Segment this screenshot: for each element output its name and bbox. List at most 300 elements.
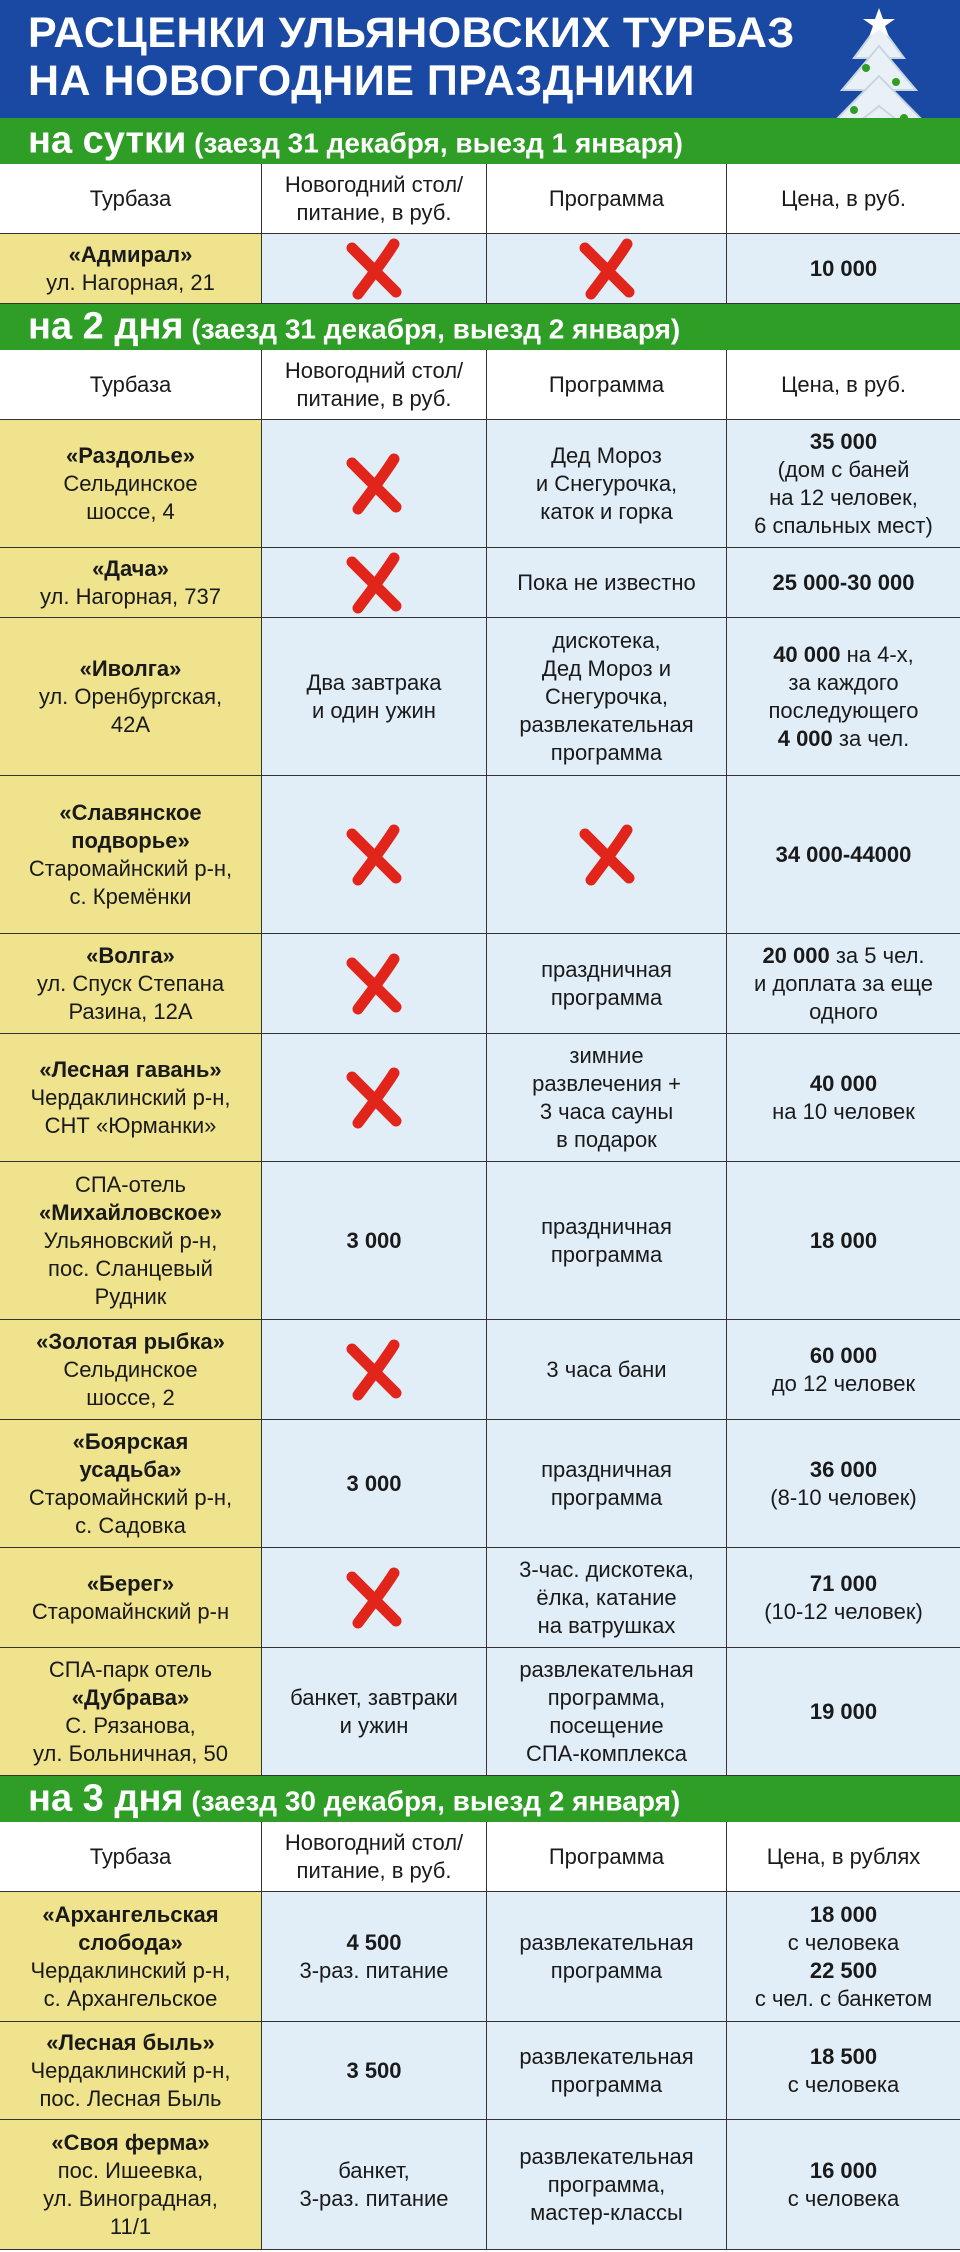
turbaza-address: с. Кремёнки: [69, 883, 192, 909]
text-line: Дед Мороз: [551, 442, 662, 468]
header-price: [727, 164, 960, 233]
price-text: [810, 255, 877, 283]
text-line: Два завтрака: [306, 669, 442, 695]
turbaza-address: ул. Виноградная,: [43, 2185, 218, 2211]
table-row: [0, 618, 960, 776]
turbaza-cell: [0, 234, 262, 303]
price-text: [754, 942, 933, 1026]
food-cell: [262, 1420, 487, 1547]
program-cell-text: [541, 1456, 672, 1512]
text-line: банкет, завтраки: [290, 1684, 458, 1710]
text-line: развлечения +: [532, 1070, 681, 1096]
price-note: и доплата за еще: [754, 970, 933, 996]
food-cell-text: [346, 1227, 401, 1255]
price-line: [769, 725, 919, 753]
turbaza-address: Разина, 12А: [68, 998, 193, 1024]
program-cell-text: [532, 1042, 681, 1154]
price-value: 18 000: [809, 1227, 878, 1253]
text-line: развлекательная: [519, 1929, 694, 1955]
section-duration: на 3 дня: [28, 1777, 184, 1820]
price-text: [764, 1570, 923, 1626]
section-dates: (заезд 31 декабря, выезд 2 января): [183, 313, 681, 345]
food-cell: [262, 776, 487, 933]
text-line: программа: [550, 1484, 663, 1510]
turbaza-cell: [0, 1034, 262, 1161]
turbaza-address: Старомайнский р-н,: [28, 1484, 233, 1510]
turbaza-address: Сельдинское: [63, 470, 198, 496]
program-cell: [487, 1548, 727, 1647]
food-cell: [262, 1034, 487, 1161]
turbaza-cell: [0, 1648, 262, 1775]
price-cell: [727, 548, 960, 617]
turbaza-cell: [0, 1548, 262, 1647]
turbaza-text: [31, 1901, 231, 2013]
price-cell: [727, 234, 960, 303]
text-line: и ужин: [339, 1712, 409, 1738]
title-line-2: НА НОВОГОДНИЕ ПРАЗДНИКИ: [28, 57, 695, 105]
header-label: Новогодний стол/: [284, 357, 464, 383]
header-label: Турбаза: [89, 371, 172, 397]
text-line: СПА-комплекса: [525, 1740, 687, 1766]
header-price: [727, 1822, 960, 1891]
header-label: питание, в руб.: [296, 1857, 452, 1883]
turbaza-cell: [0, 776, 262, 933]
turbaza-text: [33, 1656, 228, 1768]
price-value: 35 000: [809, 428, 878, 454]
price-line: [754, 942, 933, 970]
price-cell: [727, 1034, 960, 1161]
price-value: 22 500: [809, 1957, 878, 1983]
price-value: 36 000: [809, 1456, 878, 1482]
price-value: 20 000: [762, 942, 830, 968]
text-line: развлекательная: [519, 2143, 694, 2169]
turbaza-name: «Лесная гавань»: [39, 1056, 222, 1082]
turbaza-name: усадьба»: [79, 1456, 182, 1482]
text-line: Снегурочка,: [545, 683, 668, 709]
program-cell-text: [541, 1213, 672, 1269]
turbaza-text: [63, 442, 197, 526]
turbaza-text: [40, 555, 221, 611]
turbaza-cell: [0, 1892, 262, 2021]
food-cell-text: [290, 1684, 458, 1740]
cross-icon: [344, 953, 404, 1015]
text-line: Пока не известно: [517, 569, 696, 595]
text-line: 4 500: [346, 1929, 402, 1955]
header-program: [487, 1822, 727, 1891]
text-line: и один ужин: [312, 697, 436, 723]
turbaza-cell: [0, 618, 262, 775]
header-label: Новогодний стол/: [284, 171, 464, 197]
section-bar: [0, 304, 960, 350]
food-cell-text: [299, 1929, 448, 1985]
price-note: 6 спальных мест): [754, 512, 933, 538]
turbaza-address: шоссе, 2: [86, 1384, 175, 1410]
price-note: на 4-х,: [840, 641, 914, 667]
header-label: питание, в руб.: [296, 385, 452, 411]
header-label: питание, в руб.: [296, 199, 452, 225]
section-title: [28, 1778, 680, 1821]
text-line: программа: [550, 739, 663, 765]
price-text: [755, 1901, 932, 2013]
price-note: с человека: [787, 1929, 900, 1955]
food-cell: [262, 2120, 487, 2249]
table-header-row: [0, 164, 960, 234]
turbaza-address: пос. Сланцевый: [48, 1255, 213, 1281]
program-cell-text: [519, 2143, 693, 2227]
price-cell: [727, 934, 960, 1033]
table-row: [0, 234, 960, 304]
price-value: 34 000-44000: [775, 841, 912, 867]
turbaza-name: «Берег»: [86, 1570, 175, 1596]
cross-icon: [344, 824, 404, 886]
program-cell: [487, 548, 727, 617]
program-cell: [487, 1162, 727, 1319]
price-note: (дом с баней: [777, 456, 910, 482]
cross-icon: [344, 1567, 404, 1629]
program-cell: [487, 1320, 727, 1419]
section-duration: на сутки: [28, 119, 187, 162]
program-cell-text: [519, 1656, 693, 1768]
food-cell: [262, 1648, 487, 1775]
turbaza-address: Сельдинское: [63, 1356, 198, 1382]
turbaza-cell: [0, 934, 262, 1033]
turbaza-text: [32, 1570, 229, 1626]
text-line: развлекательная: [519, 711, 694, 737]
cross-icon: [344, 1339, 404, 1401]
price-note: (10-12 человек): [764, 1598, 923, 1624]
text-line: программа: [550, 1241, 663, 1267]
food-cell: [262, 1548, 487, 1647]
food-cell-text: [346, 2057, 401, 2085]
turbaza-address: Рудник: [94, 1283, 167, 1309]
header-food-text: [285, 171, 463, 227]
section-bar: [0, 1776, 960, 1822]
price-value: 18 500: [809, 2043, 878, 2069]
price-text: [788, 2157, 899, 2213]
text-line: программа: [550, 2071, 663, 2097]
price-value: 19 000: [809, 1698, 878, 1724]
text-line: 3-час. дискотека,: [519, 1556, 694, 1582]
price-cell: [727, 2022, 960, 2119]
turbaza-address: шоссе, 4: [86, 498, 175, 524]
text-line: 3 500: [346, 2057, 402, 2083]
price-note: одного: [809, 998, 878, 1024]
food-cell: [262, 934, 487, 1033]
header-food: [262, 350, 487, 419]
price-value: 25 000-30 000: [772, 569, 915, 595]
turbaza-address: ул. Нагорная, 21: [46, 269, 215, 295]
turbaza-text: [31, 2029, 231, 2113]
cross-icon: [344, 1067, 404, 1129]
program-cell-text: [519, 627, 693, 767]
price-note: с чел. с банкетом: [754, 1985, 933, 2011]
turbaza-name: «Боярская: [72, 1428, 189, 1454]
section-duration: на 2 дня: [28, 305, 184, 348]
text-line: праздничная: [541, 1213, 672, 1239]
turbaza-address: ул. Больничная, 50: [33, 1740, 228, 1766]
price-note: последующего: [768, 697, 919, 723]
price-text: [788, 2043, 899, 2099]
price-note: с человека: [787, 2185, 900, 2211]
turbaza-address: ул. Оренбургская,: [38, 683, 223, 709]
turbaza-address: ул. Нагорная, 737: [40, 583, 221, 609]
table-row: [0, 776, 960, 934]
price-cell: [727, 1548, 960, 1647]
table-row: [0, 2022, 960, 2120]
program-cell: [487, 1892, 727, 2021]
price-note: за чел.: [832, 725, 910, 751]
text-line: 3-раз. питание: [299, 2185, 449, 2211]
price-value: 10 000: [809, 255, 878, 281]
text-line: развлекательная: [519, 1656, 694, 1682]
program-cell: [487, 776, 727, 933]
price-text: [810, 1698, 877, 1726]
price-cell: [727, 1648, 960, 1775]
turbaza-address: с. Садовка: [75, 1512, 186, 1538]
cross-icon: [344, 453, 404, 515]
turbaza-text: [39, 655, 222, 739]
program-cell-text: [519, 2043, 693, 2099]
turbaza-name: «Михайловское»: [38, 1199, 223, 1225]
header-label: Программа: [548, 371, 665, 397]
turbaza-name: «Дубрава»: [71, 1684, 190, 1710]
turbaza-type: СПА-отель: [74, 1171, 187, 1197]
turbaza-name: «Адмирал»: [68, 241, 193, 267]
program-cell: [487, 420, 727, 547]
header-food: [262, 164, 487, 233]
cross-icon: [577, 238, 637, 300]
price-note: с человека: [787, 2071, 900, 2097]
program-cell: [487, 2120, 727, 2249]
food-cell-text: [346, 1470, 401, 1498]
turbaza-address: Старомайнский р-н,: [28, 855, 233, 881]
price-cell: [727, 1892, 960, 2021]
header-label: Программа: [548, 185, 665, 211]
food-cell: [262, 1892, 487, 2021]
table-header-row: [0, 1822, 960, 1892]
program-cell: [487, 1420, 727, 1547]
food-cell-text: [306, 669, 441, 725]
program-cell: [487, 934, 727, 1033]
header-turbaza: [0, 1822, 262, 1891]
turbaza-text: [39, 1171, 222, 1311]
turbaza-address: Чердаклинский р-н,: [30, 2057, 231, 2083]
program-cell: [487, 1034, 727, 1161]
price-cell: [727, 1162, 960, 1319]
header-label: Новогодний стол/: [284, 1829, 464, 1855]
text-line: программа: [550, 1957, 663, 1983]
program-cell-text: [541, 956, 672, 1012]
price-text: [773, 569, 915, 597]
header-label: Цена, в рублях: [766, 1843, 921, 1869]
header-label: Цена, в руб.: [781, 185, 906, 211]
table-row: [0, 420, 960, 548]
program-cell: [487, 2022, 727, 2119]
turbaza-cell: [0, 548, 262, 617]
text-line: на ватрушках: [537, 1612, 676, 1638]
food-cell: [262, 1162, 487, 1319]
text-line: 3 000: [346, 1227, 402, 1253]
cross-icon: [344, 552, 404, 614]
food-cell: [262, 548, 487, 617]
price-value: 4 000: [777, 725, 833, 751]
turbaza-text: [29, 799, 232, 911]
table-row: [0, 1420, 960, 1548]
price-text: [769, 641, 919, 753]
text-line: программа,: [547, 1684, 666, 1710]
header-label: Турбаза: [89, 185, 172, 211]
table-row: [0, 548, 960, 618]
turbaza-type: СПА-парк отель: [48, 1656, 213, 1682]
header-price: [727, 350, 960, 419]
text-line: 3 часа бани: [546, 1356, 667, 1382]
turbaza-address: Чердаклинский р-н,: [30, 1084, 231, 1110]
header-label: Программа: [548, 1843, 665, 1869]
price-note: до 12 человек: [771, 1370, 916, 1396]
turbaza-name: «Архангельская: [42, 1901, 219, 1927]
table-row: [0, 1034, 960, 1162]
header-program: [487, 164, 727, 233]
price-text: [770, 1456, 916, 1512]
turbaza-text: [31, 1056, 231, 1140]
price-text: [754, 428, 933, 540]
price-cell: [727, 1420, 960, 1547]
header-food-text: [285, 1829, 463, 1885]
turbaza-address: С. Рязанова,: [65, 1712, 196, 1738]
price-note: (8-10 человек): [770, 1484, 917, 1510]
price-text: [772, 1342, 915, 1398]
program-cell-text: [536, 442, 677, 526]
price-text: [810, 1227, 877, 1255]
text-line: каток и горка: [540, 498, 673, 524]
text-line: и Снегурочка,: [535, 470, 678, 496]
text-line: мастер-классы: [530, 2199, 683, 2225]
turbaza-name: «Славянское: [59, 799, 202, 825]
turbaza-cell: [0, 1320, 262, 1419]
turbaza-address: ул. Спуск Степана: [36, 970, 225, 996]
section-bar: [0, 118, 960, 164]
header-food: [262, 1822, 487, 1891]
price-text: [776, 841, 912, 869]
turbaza-text: [43, 2129, 218, 2241]
text-line: дискотека,: [552, 627, 661, 653]
table-row: [0, 1648, 960, 1776]
turbaza-cell: [0, 2120, 262, 2249]
price-cell: [727, 618, 960, 775]
turbaza-name: «Лесная быль»: [46, 2029, 215, 2055]
turbaza-cell: [0, 2022, 262, 2119]
table-header-row: [0, 350, 960, 420]
program-cell-text: [519, 1556, 694, 1640]
price-cell: [727, 1320, 960, 1419]
header-turbaza: [0, 164, 262, 233]
table-row: [0, 1548, 960, 1648]
turbaza-name: «Своя ферма»: [51, 2129, 210, 2155]
cross-icon: [344, 238, 404, 300]
program-cell-text: [517, 569, 696, 597]
text-line: программа,: [547, 2171, 666, 2197]
turbaza-address: Ульяновский р-н,: [43, 1227, 218, 1253]
turbaza-name: «Золотая рыбка»: [36, 1328, 225, 1354]
price-note: на 12 человек,: [769, 484, 918, 510]
header-turbaza: [0, 350, 262, 419]
header-food-text: [285, 357, 463, 413]
food-cell-text: [299, 2157, 448, 2213]
table-row: [0, 934, 960, 1034]
turbaza-address: Чердаклинский р-н,: [30, 1957, 231, 1983]
turbaza-name: слобода»: [78, 1929, 183, 1955]
food-cell: [262, 1320, 487, 1419]
header-label: Турбаза: [89, 1843, 172, 1869]
program-cell-text: [546, 1356, 666, 1384]
text-line: в подарок: [556, 1126, 657, 1152]
cross-icon: [577, 824, 637, 886]
turbaza-text: [37, 942, 224, 1026]
price-note: за 5 чел.: [829, 942, 925, 968]
section-dates: (заезд 31 декабря, выезд 1 января): [186, 127, 684, 159]
header-program: [487, 350, 727, 419]
price-value: 71 000: [809, 1570, 878, 1596]
turbaza-address: 42А: [110, 711, 151, 737]
price-value: 60 000: [809, 1342, 878, 1368]
price-line: [769, 641, 919, 669]
price-value: 40 000: [809, 1070, 878, 1096]
program-cell-text: [519, 1929, 693, 1985]
turbaza-name: подворье»: [71, 827, 190, 853]
text-line: 3 часа сауны: [539, 1098, 674, 1124]
turbaza-name: «Волга»: [86, 942, 175, 968]
turbaza-address: пос. Лесная Быль: [39, 2085, 222, 2111]
table-row: [0, 2120, 960, 2250]
program-cell: [487, 234, 727, 303]
turbaza-name: «Раздолье»: [66, 442, 195, 468]
turbaza-address: СНТ «Юрманки»: [44, 1112, 217, 1138]
table-row: [0, 1320, 960, 1420]
turbaza-name: «Иволга»: [79, 655, 182, 681]
text-line: ёлка, катание: [536, 1584, 677, 1610]
section-title: [28, 120, 683, 163]
turbaza-cell: [0, 1420, 262, 1547]
turbaza-address: пос. Ишеевка,: [57, 2157, 204, 2183]
price-cell: [727, 420, 960, 547]
text-line: зимние: [569, 1042, 644, 1068]
text-line: праздничная: [541, 956, 672, 982]
price-value: 16 000: [809, 2157, 878, 2183]
text-line: Дед Мороз и: [541, 655, 672, 681]
food-cell: [262, 420, 487, 547]
food-cell: [262, 618, 487, 775]
price-value: 18 000: [809, 1901, 878, 1927]
header-label: Цена, в руб.: [781, 371, 906, 397]
text-line: программа: [550, 984, 663, 1010]
price-note: на 10 человек: [772, 1098, 915, 1124]
text-line: банкет,: [338, 2157, 410, 2183]
turbaza-text: [46, 241, 215, 297]
turbaza-text: [29, 1428, 232, 1540]
price-note: за каждого: [788, 669, 899, 695]
turbaza-address: с. Архангельское: [43, 1985, 218, 2011]
text-line: праздничная: [541, 1456, 672, 1482]
text-line: посещение: [549, 1712, 664, 1738]
program-cell: [487, 1648, 727, 1775]
section-dates: (заезд 30 декабря, выезд 2 января): [183, 1785, 681, 1817]
food-cell: [262, 234, 487, 303]
text-line: 3 000: [346, 1470, 402, 1496]
table-row: [0, 1892, 960, 2022]
food-cell: [262, 2022, 487, 2119]
table-row: [0, 1162, 960, 1320]
program-cell: [487, 618, 727, 775]
